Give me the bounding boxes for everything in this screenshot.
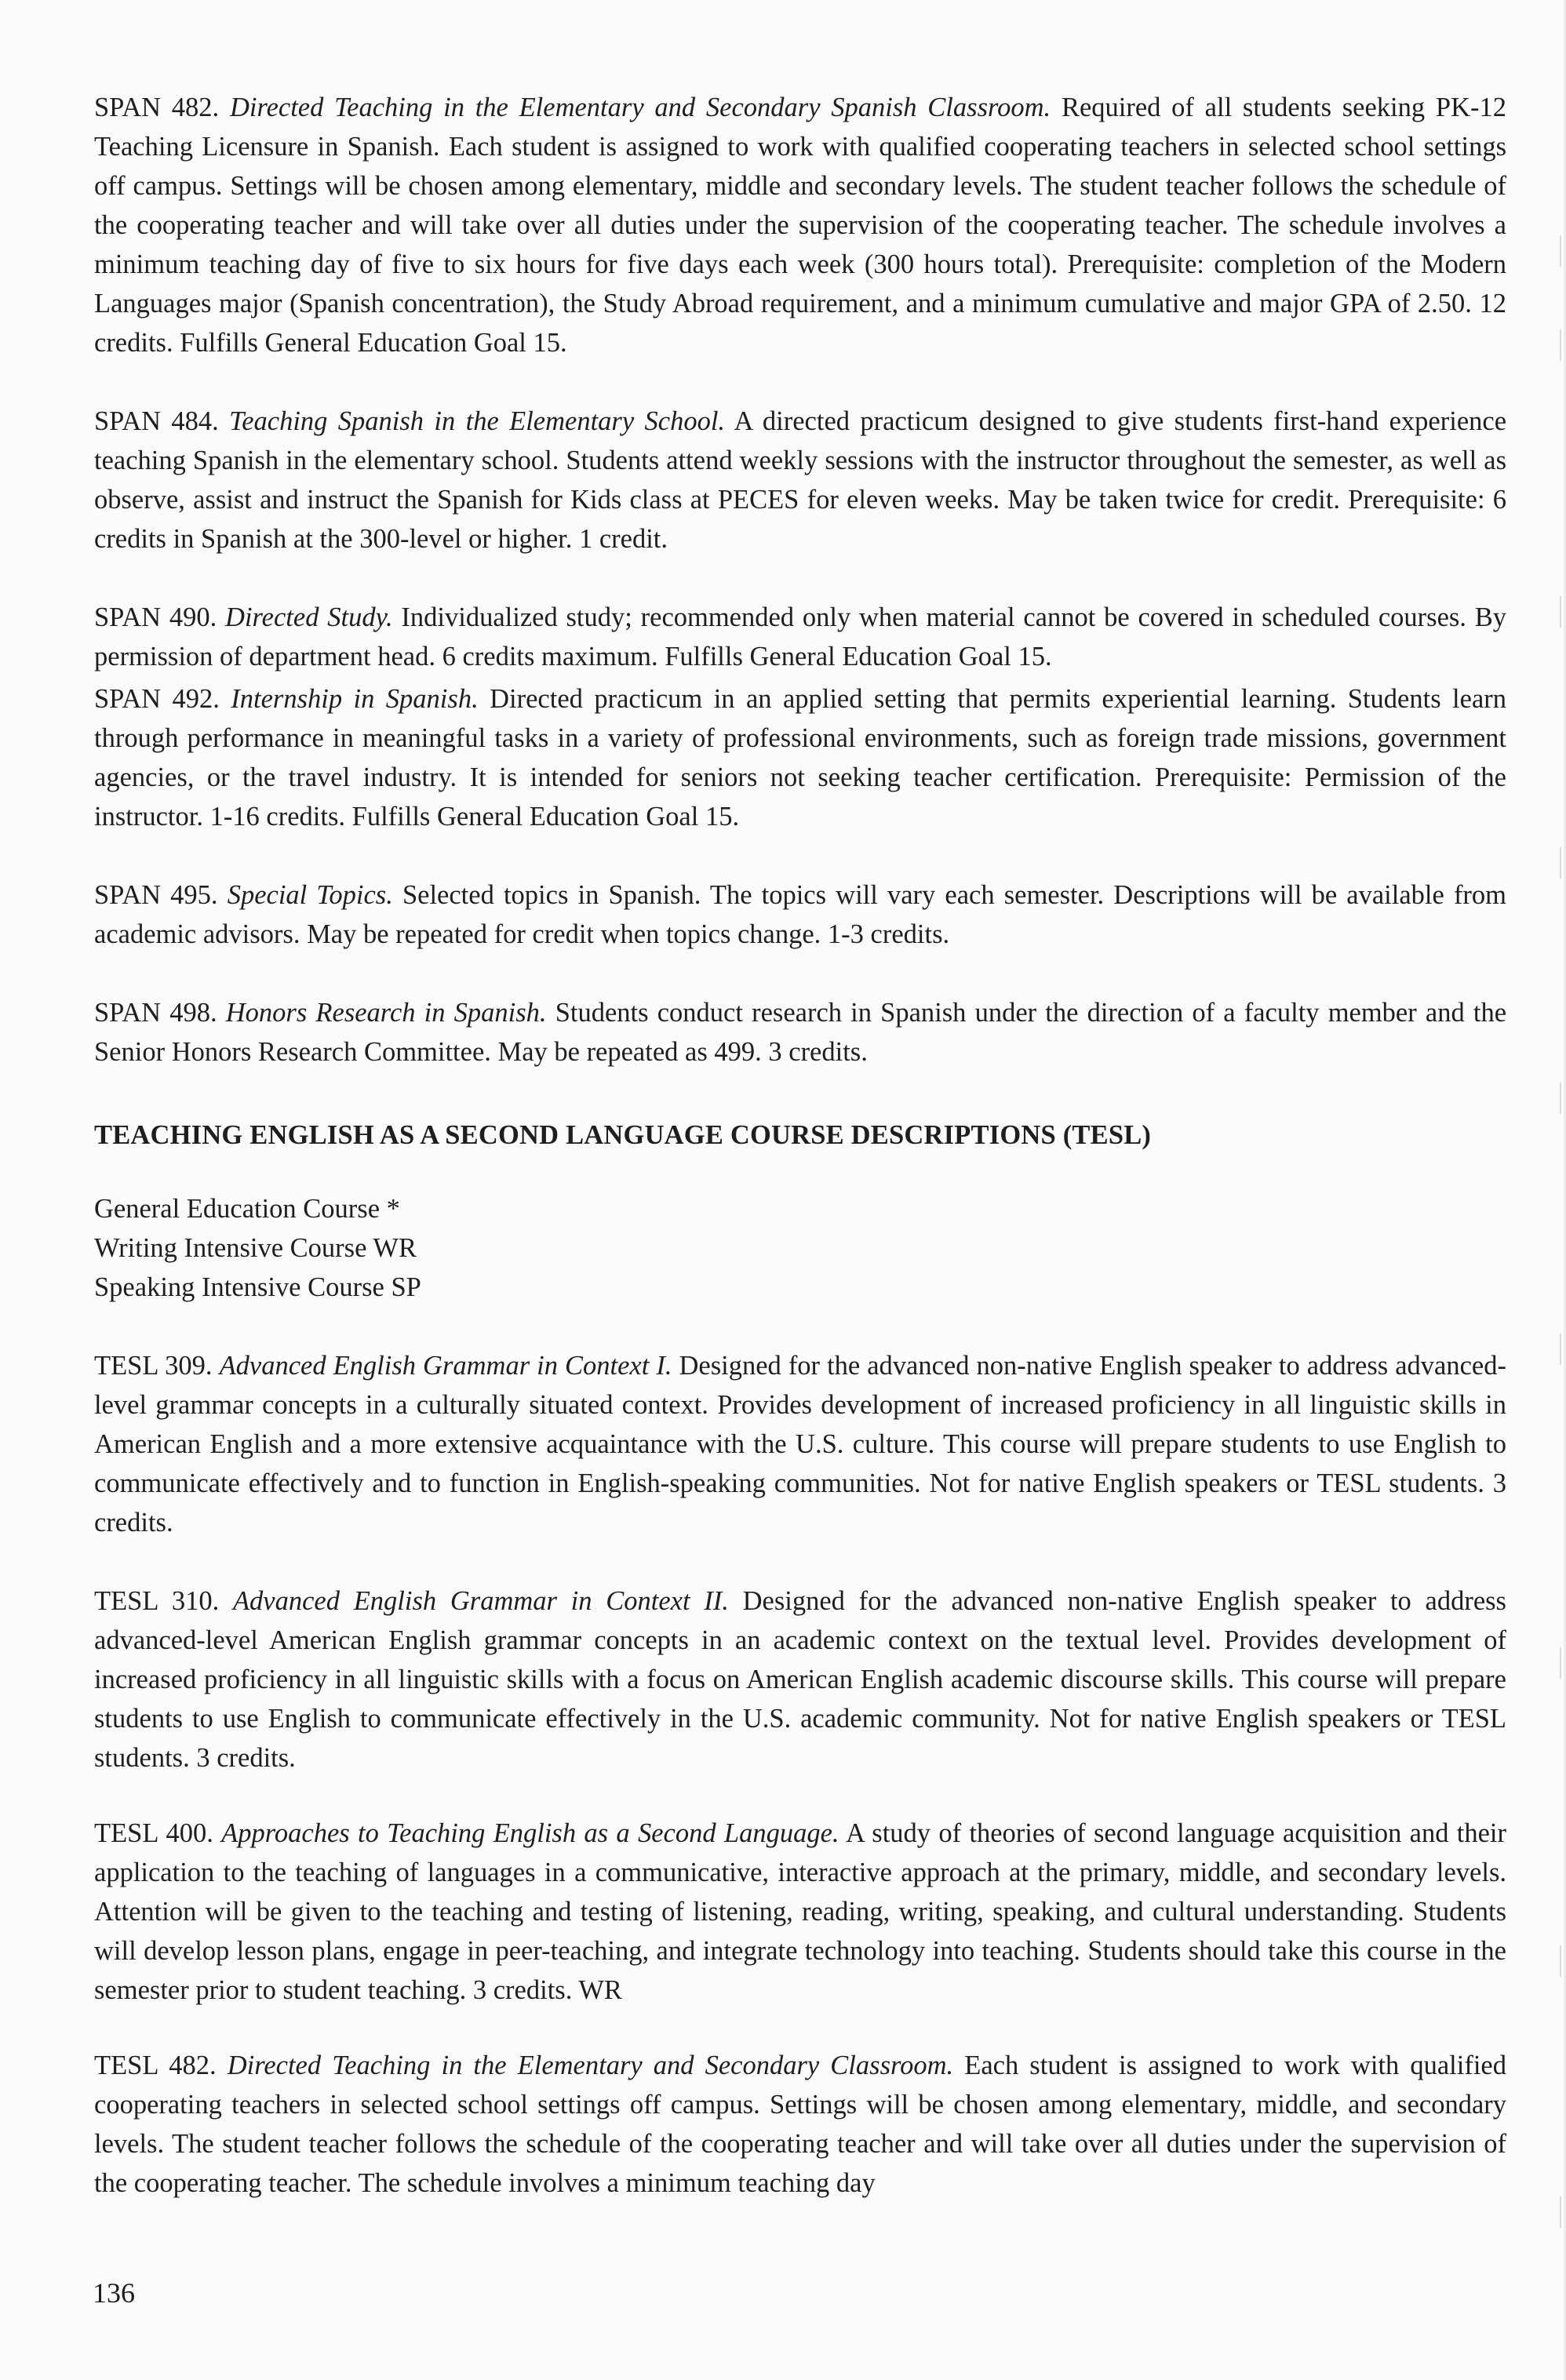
course-entry-span-498	[94, 993, 1506, 1072]
scan-mark	[1560, 596, 1561, 628]
course-description: A study of theories of second language acquisition and their application to the teaching of languages in a communicative, interactive approach at the primary, middle, and secondary levels. Attention will be given to the teaching and testing of listening, reading, writing, speaking, and cultural understanding. Students will develop lesson plans, engage in peer-teaching, and integrate technology into teaching. Students should take this course in the semester prior to student teaching. 3 credits. WR	[94, 1818, 1507, 2005]
course-description: Each student is assigned to work with qualified cooperating teachers in selected school settings off campus. Settings will be chosen among elementary, middle, and secondary levels. The student teacher follows the schedule of the cooperating teacher and will take over all duties under the supervision of the cooperating teacher. The schedule involves a minimum teaching day	[94, 2051, 1506, 2198]
course-type-legend	[94, 1189, 1506, 1307]
course-code: SPAN 482.	[94, 93, 220, 122]
course-code: TESL 309.	[94, 1351, 213, 1381]
scan-mark	[1560, 235, 1561, 267]
course-entry-span-490	[94, 598, 1506, 676]
course-description: Designed for the advanced non-native English speaker to address advanced-level American English grammar concepts in an academic context on the textual level. Provides development of increased proficiency in all linguistic skills with a focus on American English academic discourse skills. This course will prepare students to use English to communicate effectively in the U.S. academic community. Not for native English speakers or TESL students. 3 credits.	[94, 1586, 1506, 1773]
course-description: Individualized study; recommended only when material cannot be covered in scheduled courses. By permission of department head. 6 credits maximum. Fulfills General Education Goal 15.	[94, 602, 1506, 671]
course-title: Honors Research in Spanish.	[225, 998, 547, 1028]
course-title: Directed Teaching in the Elementary and Secondary Classroom.	[227, 2051, 954, 2080]
course-entry-span-495	[94, 875, 1506, 954]
course-title: Directed Teaching in the Elementary and Secondary Spanish Classroom.	[229, 93, 1051, 122]
course-title: Approaches to Teaching English as a Second Language.	[221, 1818, 839, 1848]
course-entry-span-484	[94, 402, 1506, 559]
course-entry-tesl-482	[94, 2046, 1506, 2203]
scan-mark	[1560, 1334, 1561, 1365]
scan-mark	[1560, 1647, 1561, 1679]
course-code: SPAN 484.	[94, 406, 219, 436]
course-description: Directed practicum in an applied setting that permits experiential learning. Students learn through performance in meaningful tasks in a variety of professional environments, such as foreign trade missions, government agencies, or the travel industry. It is intended for seniors not seeking teacher certification. Prerequisite: Permission of the instructor. 1-16 credits. Fulfills General Education Goal 15.	[94, 684, 1507, 832]
course-title: Special Topics.	[227, 880, 393, 910]
page-number: 136	[93, 2277, 135, 2309]
course-description: Students conduct research in Spanish under the direction of a faculty member and the Senior Honors Research Committee. May be repeated as 499. 3 credits.	[94, 998, 1507, 1067]
course-title: Directed Study.	[225, 602, 393, 632]
course-code: TESL 400.	[94, 1818, 213, 1848]
course-description: A directed practicum designed to give students first-hand experience teaching Spanish in the elementary school. Students attend weekly sessions with the instructor throughout the semester, as well as observe, assist and instruct the Spanish for Kids class at PECES for eleven weeks. May be taken twice for credit. Prerequisite: 6 credits in Spanish at the 300-level or higher. 1 credit.	[94, 406, 1507, 554]
section-heading: TEACHING ENGLISH AS A SECOND LANGUAGE COURSE DESCRIPTIONS (TESL)	[94, 1120, 1152, 1150]
course-title: Internship in Spanish.	[231, 684, 479, 714]
course-entry-span-482	[94, 88, 1506, 362]
course-code: SPAN 490.	[94, 602, 217, 632]
scan-mark	[1560, 1945, 1561, 1977]
course-description: Required of all students seeking PK-12 Teaching Licensure in Spanish. Each student is assigned to work with qualified cooperating teachers in selected school settings off campus. Settings will be chosen among elementary, middle and secondary levels. The student teacher follows the schedule of the cooperating teacher and will take over all duties under the supervision of the cooperating teacher. The schedule involves a minimum teaching day of five to six hours for five days each week (300 hours total). Prerequisite: completion of the Modern Languages major (Spanish concentration), the Study Abroad requirement, and a minimum cumulative and major GPA of 2.50. 12 credits. Fulfills General Education Goal 15.	[94, 93, 1506, 358]
scan-mark	[1560, 1083, 1561, 1114]
course-entry-span-492	[94, 679, 1506, 836]
course-entry-tesl-400	[94, 1814, 1506, 2010]
course-code: SPAN 498.	[94, 998, 217, 1028]
course-title: Advanced English Grammar in Context I.	[219, 1351, 672, 1381]
course-description: Designed for the advanced non-native English speaker to address advanced-level grammar concepts in a culturally situated context. Provides development of increased proficiency in all linguistic skills in American English and a more extensive acquaintance with the U.S. culture. This course will prepare students to use English to communicate effectively and to function in English-speaking communities. Not for native English speakers or TESL students. 3 credits.	[94, 1351, 1506, 1538]
course-entry-tesl-310	[94, 1581, 1506, 1778]
course-entry-tesl-309	[94, 1346, 1506, 1542]
page-content	[94, 88, 1506, 2203]
course-code: TESL 482.	[94, 2051, 217, 2080]
legend-writing-intensive: Writing Intensive Course WR	[94, 1233, 417, 1263]
scan-mark	[1560, 847, 1561, 879]
course-code: TESL 310.	[94, 1586, 220, 1616]
scan-mark	[1560, 2196, 1561, 2228]
course-code: SPAN 495.	[94, 880, 218, 910]
legend-speaking-intensive: Speaking Intensive Course SP	[94, 1272, 421, 1302]
course-description: Selected topics in Spanish. The topics will vary each semester. Descriptions will be available from academic advisors. May be repeated for credit when topics change. 1-3 credits.	[94, 880, 1507, 949]
legend-general-education: General Education Course *	[94, 1194, 400, 1224]
course-code: SPAN 492.	[94, 684, 220, 714]
course-title: Advanced English Grammar in Context II.	[232, 1586, 729, 1616]
course-title: Teaching Spanish in the Elementary School.	[229, 406, 726, 436]
scan-mark	[1560, 329, 1561, 361]
